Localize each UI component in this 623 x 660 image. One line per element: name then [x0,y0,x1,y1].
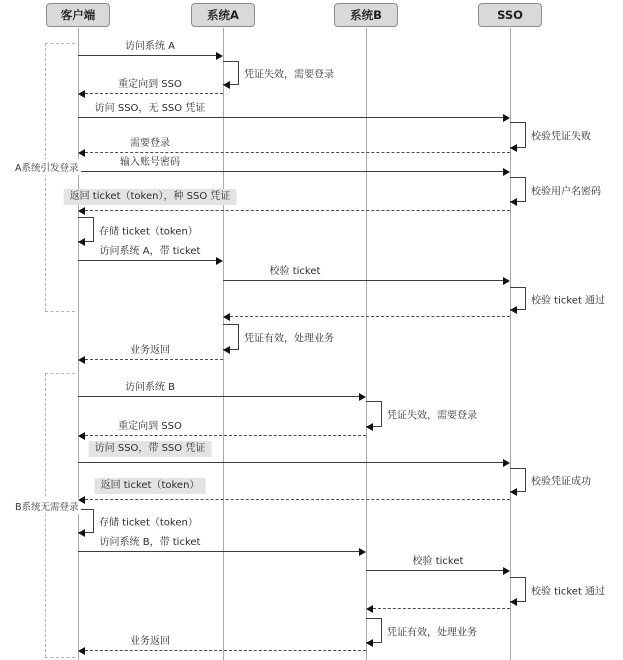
self-message-arrowhead [223,81,230,89]
message-arrowhead [359,548,366,556]
message-line [85,499,510,500]
group-a-bracket-line [45,43,46,311]
message-arrowhead [78,432,85,440]
group-a-label: A系统引发登录 [13,159,81,175]
self-message-label: 凭证失效，需要登录 [244,69,334,81]
self-message-arrowhead [510,488,517,496]
message-arrowhead [78,647,85,655]
message-label: 输入账号密码 [120,157,180,168]
message-arrowhead [78,207,85,215]
message-line [85,435,366,436]
self-message-label: 凭证有效，处理业务 [244,333,334,345]
lifeline-system-b [366,28,367,660]
message-arrowhead [503,114,510,122]
group-b-bracket-top [45,373,75,374]
message-label: 校验 ticket [269,266,321,277]
message-line [366,570,503,571]
group-a-bracket-bottom [45,311,75,312]
self-message-label: 凭证失效，需要登录 [387,410,477,422]
message-arrowhead [78,356,85,364]
group-b-label: B系统无需登录 [13,498,81,514]
message-label: 返回 ticket（token），种 SSO 凭证 [64,189,237,205]
message-arrowhead [503,459,510,467]
message-label: 访问系统 A [124,41,176,52]
self-message-arrowhead [78,238,85,246]
message-line [78,55,216,56]
message-line [78,260,216,261]
message-line [78,462,503,463]
message-line [85,359,223,360]
self-message-label: 校验 ticket 通过 [531,295,606,306]
message-label: 重定向到 SSO [118,421,182,432]
participant-system-a: 系统A [191,3,255,27]
group-b-bracket-line [45,373,46,657]
self-message-arrowhead [510,598,517,606]
participant-client: 客户端 [46,3,110,27]
message-arrowhead [78,149,85,157]
self-message-arrowhead [366,639,373,647]
message-arrowhead [503,277,510,285]
group-a-bracket-top [45,43,75,44]
message-arrowhead [503,567,510,575]
message-label: 业务返回 [130,636,170,647]
message-line [85,210,510,211]
self-message-label: 存储 ticket（token） [99,226,198,237]
lifeline-client [78,28,79,660]
self-message-label: 存储 ticket（token） [99,517,198,529]
message-line [373,608,510,609]
self-message-arrowhead [223,346,230,354]
self-message-label: 凭证有效，处理业务 [387,627,477,638]
self-message-label: 校验 ticket 通过 [531,586,606,597]
message-arrowhead [78,496,85,504]
message-label: 访问系统 A，带 ticket [99,246,201,257]
message-label: 重定向到 SSO [118,79,182,90]
self-message-arrowhead [510,198,517,206]
self-message-label: 校验凭证成功 [531,476,591,488]
self-message-label: 校验用户名密码 [531,186,601,197]
message-arrowhead [359,393,366,401]
message-arrowhead [366,605,373,613]
message-line [78,551,359,552]
self-message-arrowhead [510,144,517,152]
message-line [85,93,223,94]
message-arrowhead [503,168,510,176]
message-line [230,316,510,317]
participant-sso: SSO [478,3,542,27]
message-arrowhead [216,257,223,265]
participant-system-b: 系统B [334,3,398,27]
message-label: 访问 SSO，带 SSO 凭证 [89,441,212,457]
message-arrowhead [78,90,85,98]
message-line [78,171,503,172]
message-label: 访问系统 B，带 ticket [99,537,201,548]
self-message-arrowhead [78,529,85,537]
message-label: 返回 ticket（token） [95,478,206,494]
self-message-arrowhead [510,306,517,314]
message-label: 需要登录 [130,138,170,149]
self-message-label: 校验凭证失败 [531,131,591,143]
message-label: 校验 ticket [412,556,464,567]
message-arrowhead [216,52,223,60]
message-arrowhead [223,313,230,321]
message-line [78,396,359,397]
self-message-arrowhead [366,423,373,431]
message-line [223,280,503,281]
message-label: 访问系统 B [124,382,176,393]
message-line [78,117,503,118]
message-label: 访问 SSO，无 SSO 凭证 [94,103,206,114]
message-line [85,650,366,651]
message-label: 业务返回 [130,345,170,356]
group-b-bracket-bottom [45,657,75,658]
message-line [85,152,510,153]
